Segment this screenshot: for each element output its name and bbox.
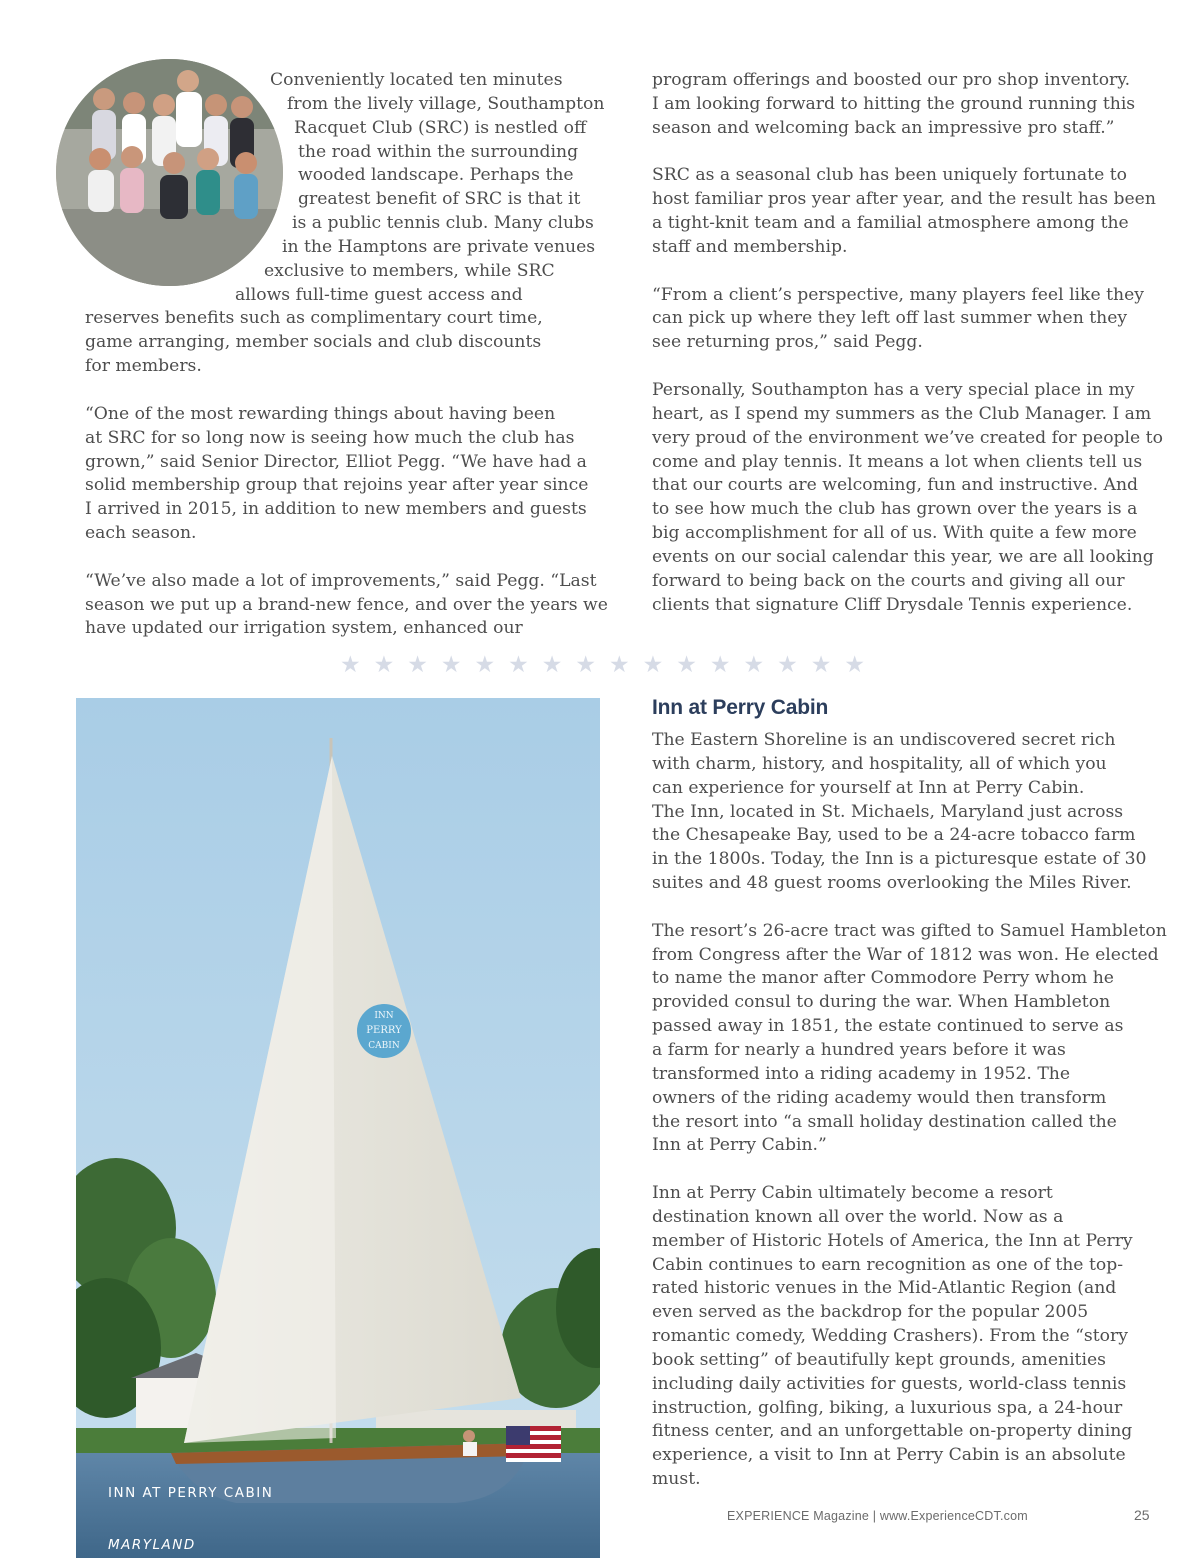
text-line: forward to being back on the courts and giving all our	[652, 570, 1125, 591]
sail-logo-line: CABIN	[368, 1041, 400, 1051]
text-line: can experience for yourself at Inn at Perry Cabin.	[652, 777, 1085, 798]
text-line: program offerings and boosted our pro shop inventory.	[652, 70, 1131, 90]
star-icon: ★	[676, 652, 697, 678]
text-line: the Chesapeake Bay, used to be a 24-acre tobacco farm	[652, 825, 1136, 846]
star-icon: ★	[844, 652, 865, 678]
sail-logo-line: PERRY	[366, 1025, 402, 1036]
footer-publication: EXPERIENCE Magazine | www.ExperienceCDT.com	[727, 1509, 1028, 1523]
article-column-inn	[652, 729, 1167, 1492]
star-icon: ★	[541, 652, 563, 678]
paragraph	[652, 920, 1167, 1158]
text-line: Cabin continues to earn recognition as one of the top-	[652, 1254, 1124, 1275]
text-line: suites and 48 guest rooms overlooking the Miles River.	[652, 873, 1132, 894]
text-line: heart, as I spend my summers as the Club Manager. I am	[652, 403, 1152, 424]
star-icon: ★	[407, 652, 428, 678]
text-line: exclusive to members, while SRC	[264, 260, 555, 281]
text-line: “We’ve also made a lot of improvements,” said Pegg. “Last	[85, 570, 597, 591]
text-line: experience, a visit to Inn at Perry Cabin is an absolute	[652, 1445, 1126, 1466]
text-line: reserves benefits such as complimentary court time,	[85, 308, 543, 329]
text-line: wooded landscape. Perhaps the	[298, 165, 574, 186]
text-line: “One of the most rewarding things about having been	[85, 403, 556, 424]
text-line: that our courts are welcoming, fun and instructive. And	[652, 475, 1139, 496]
text-line: the road within the surrounding	[298, 141, 579, 162]
star-icon: ★	[340, 652, 361, 678]
text-line: member of Historic Hotels of America, the Inn at Perry	[652, 1230, 1133, 1251]
text-line: even served as the backdrop for the popular 2005	[652, 1302, 1089, 1323]
star-icon: ★	[373, 652, 395, 678]
star-icon: ★	[743, 652, 765, 678]
text-line: from the lively village, Southampton	[287, 93, 605, 114]
text-line: must.	[652, 1469, 701, 1490]
section-heading: Inn at Perry Cabin	[652, 696, 829, 719]
page-number: 25	[1134, 1507, 1150, 1523]
text-line: a farm for nearly a hundred years before it was	[652, 1039, 1066, 1060]
text-line: rated historic venues in the Mid-Atlantic Region (and	[652, 1278, 1117, 1299]
text-line: Conveniently located ten minutes	[270, 70, 563, 90]
text-line: in the Hamptons are private venues	[282, 236, 596, 257]
text-line: owners of the riding academy would then transform	[652, 1087, 1107, 1108]
text-line: each season.	[85, 523, 197, 544]
text-line: to name the manor after Commodore Perry whom he	[652, 968, 1114, 989]
star-icon: ★	[642, 652, 664, 678]
text-line: romantic comedy, Wedding Crashers). From the “story	[652, 1326, 1128, 1347]
paragraph	[652, 284, 1162, 356]
text-line: I arrived in 2015, in addition to new members and guests	[85, 499, 587, 520]
text-line: with charm, history, and hospitality, all of which you	[652, 753, 1107, 774]
article-column-top-right	[652, 69, 1162, 617]
paragraph	[652, 379, 1162, 617]
text-line: greatest benefit of SRC is that it	[298, 189, 581, 210]
star-icon: ★	[709, 652, 731, 678]
text-line: host familiar pros year after year, and the result has been	[652, 189, 1156, 210]
text-line: grown,” said Senior Director, Elliot Pegg. “We have had a	[85, 451, 587, 472]
text-line: including daily activities for guests, world-class tennis	[652, 1373, 1127, 1394]
text-line: I am looking forward to hitting the ground running this	[652, 93, 1136, 114]
text-line: have updated our irrigation system, enhanced our	[85, 618, 523, 639]
star-icon: ★	[777, 652, 798, 678]
text-line: provided consul to during the war. When Hambleton	[652, 992, 1111, 1013]
star-icon: ★	[575, 652, 596, 678]
star-icon: ★	[474, 652, 496, 678]
photo-caption-title: INN AT PERRY CABIN	[108, 1485, 274, 1501]
article-column-top-left	[85, 69, 610, 641]
text-line: instruction, golfing, biking, a luxurious spa, a 24-hour	[652, 1397, 1123, 1418]
text-line: “From a client’s perspective, many players feel like they	[652, 284, 1144, 305]
text-line: for members.	[85, 356, 202, 377]
text-line: Racquet Club (SRC) is nestled off	[294, 117, 587, 138]
text-line: destination known all over the world. Now as a	[652, 1206, 1064, 1227]
text-line: SRC as a seasonal club has been uniquely fortunate to	[652, 165, 1127, 186]
text-line: The Eastern Shoreline is an undiscovered secret rich	[652, 730, 1116, 750]
text-line: allows full-time guest access and	[235, 284, 523, 305]
paragraph	[652, 729, 1162, 896]
photo-caption-location: MARYLAND	[108, 1537, 196, 1553]
text-line: can pick up where they left off last summer when they	[652, 308, 1128, 329]
text-line: Personally, Southampton has a very special place in my	[652, 379, 1135, 400]
text-line: fitness center, and an unforgettable on-property dining	[652, 1421, 1133, 1442]
text-line: to see how much the club has grown over the years is a	[652, 499, 1138, 520]
paragraph	[85, 403, 610, 546]
paragraph	[652, 69, 1162, 141]
text-line: see returning pros,” said Pegg.	[652, 332, 923, 353]
sailboat-photo	[76, 698, 600, 1558]
text-line: game arranging, member socials and club discounts	[85, 332, 542, 353]
star-icon: ★	[440, 652, 462, 678]
text-line: solid membership group that rejoins year after year since	[85, 475, 589, 496]
text-line: Inn at Perry Cabin.”	[652, 1135, 827, 1156]
sail-logo-line: INN	[374, 1011, 394, 1021]
star-icon: ★	[508, 652, 529, 678]
text-line: very proud of the environment we’ve created for people to	[652, 427, 1163, 448]
star-divider	[340, 650, 865, 680]
text-line: a tight-knit team and a familial atmosphere among the	[652, 213, 1129, 234]
text-line: Inn at Perry Cabin ultimately become a resort	[652, 1183, 1053, 1204]
text-line: at SRC for so long now is seeing how much the club has	[85, 427, 575, 448]
paragraph	[85, 69, 610, 379]
text-line: clients that signature Cliff Drysdale Tennis experience.	[652, 594, 1133, 615]
text-line: transformed into a riding academy in 1952. The	[652, 1063, 1071, 1084]
text-line: big accomplishment for all of us. With quite a few more	[652, 523, 1137, 544]
text-line: the resort into “a small holiday destination called the	[652, 1111, 1117, 1132]
text-line: season we put up a brand-new fence, and over the years we	[85, 594, 608, 615]
text-line: is a public tennis club. Many clubs	[292, 213, 594, 234]
paragraph	[85, 570, 610, 642]
text-line: passed away in 1851, the estate continued to serve as	[652, 1016, 1124, 1037]
text-line: staff and membership.	[652, 236, 848, 257]
text-line: book setting” of beautifully kept grounds, amenities	[652, 1349, 1106, 1370]
star-icon: ★	[810, 652, 832, 678]
text-line: from Congress after the War of 1812 was won. He elected	[652, 944, 1159, 965]
star-icon: ★	[609, 652, 630, 678]
paragraph	[652, 164, 1162, 259]
text-line: The Inn, located in St. Michaels, Maryland just across	[652, 801, 1124, 822]
text-line: season and welcoming back an impressive pro staff.”	[652, 117, 1115, 138]
paragraph	[652, 1182, 1162, 1492]
text-line: come and play tennis. It means a lot when clients tell us	[652, 451, 1143, 472]
text-line: The resort’s 26-acre tract was gifted to Samuel Hambleton	[652, 920, 1167, 941]
text-line: in the 1800s. Today, the Inn is a picturesque estate of 30	[652, 849, 1147, 870]
text-line: events on our social calendar this year, we are all looking	[652, 546, 1154, 567]
